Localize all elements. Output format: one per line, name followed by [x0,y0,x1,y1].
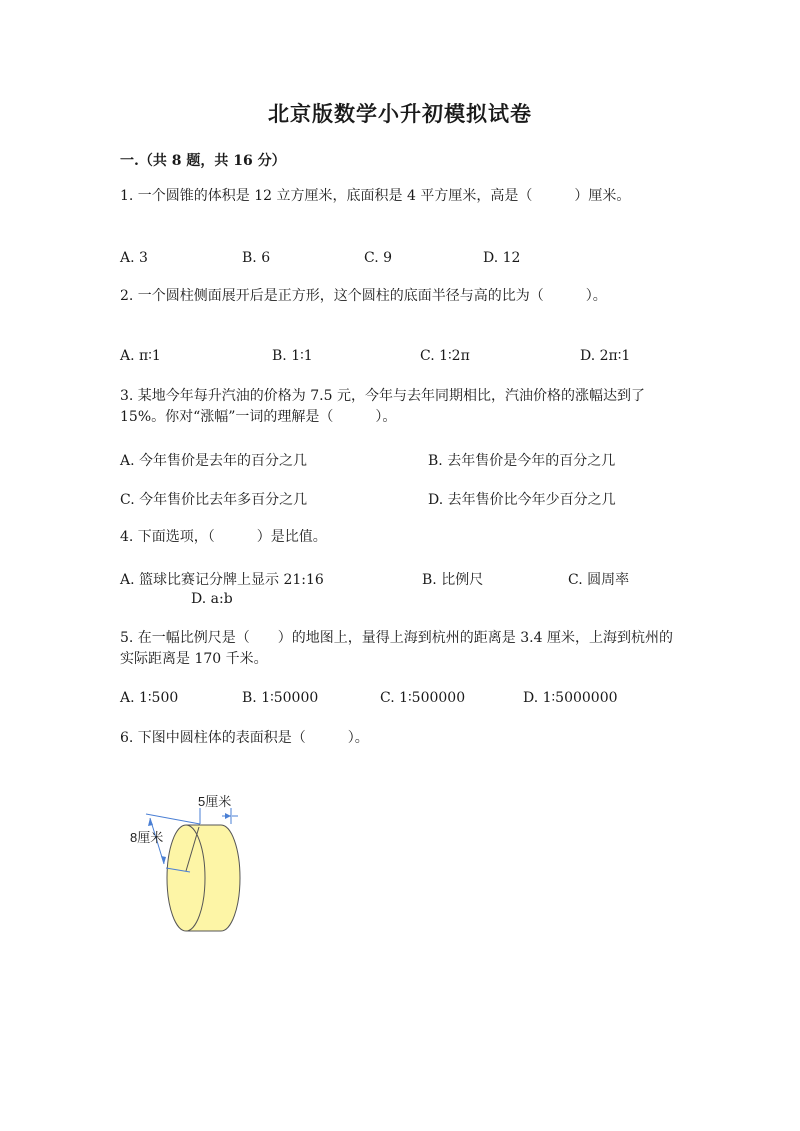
cylinder-figure [128,790,258,940]
cylinder-front-face [167,825,205,931]
question-3-option-a[interactable]: A. 今年售价是去年的百分之几 [120,453,308,469]
question-3-stem: 3. 某地今年每升汽油的价格为 7.5 元，今年与去年同期相比，汽油价格的涨幅达到了 15%。你对“涨幅”一词的理解是（ ）。 [120,388,645,425]
question-5-option-b[interactable]: B. 1∶50000 [242,690,319,706]
radius-label: 8厘米 [130,830,164,845]
question-5-option-c[interactable]: C. 1∶500000 [380,690,466,706]
question-2-option-b[interactable]: B. 1∶1 [272,348,313,364]
question-3-option-d[interactable]: D. 去年售价比今年少百分之几 [428,492,616,508]
question-2-stem: 2. 一个圆柱侧面展开后是正方形，这个圆柱的底面半径与高的比为（ ）。 [120,288,607,304]
question-1-option-c[interactable]: C. 9 [364,250,393,266]
question-1-option-d[interactable]: D. 12 [483,250,521,266]
question-4-option-a[interactable]: A. 篮球比赛记分牌上显示 21:16 [120,572,324,588]
question-4-option-d[interactable]: D. a:b [191,591,233,607]
question-5-stem: 5. 在一幅比例尺是（ ）的地图上，量得上海到杭州的距离是 3.4 厘米，上海到杭州的实际距离是 170 千米。 [120,630,673,667]
section-heading: 一.（共 8 题，共 16 分） [120,153,286,169]
page-title: 北京版数学小升初模拟试卷 [268,101,532,126]
thickness-label: 5厘米 [198,794,232,809]
question-4-stem: 4. 下面选项，（ ）是比值。 [120,529,327,545]
question-6-stem: 6. 下图中圆柱体的表面积是（ ）。 [120,730,369,746]
question-5-option-d[interactable]: D. 1∶5000000 [523,690,618,706]
question-5-option-a[interactable]: A. 1∶500 [120,690,179,706]
question-4-option-c[interactable]: C. 圆周率 [568,572,630,588]
question-2-option-c[interactable]: C. 1∶2π [420,348,470,364]
question-1-option-a[interactable]: A. 3 [120,250,148,266]
question-3-option-b[interactable]: B. 去年售价是今年的百分之几 [428,453,616,469]
question-1-stem: 1. 一个圆锥的体积是 12 立方厘米，底面积是 4 平方厘米，高是（ ）厘米。 [120,188,631,204]
question-2-option-d[interactable]: D. 2π∶1 [580,348,631,364]
question-2-option-a[interactable]: A. π∶1 [120,348,161,364]
question-4-option-b[interactable]: B. 比例尺 [422,572,484,588]
question-3-option-c[interactable]: C. 今年售价比去年多百分之几 [120,492,308,508]
question-1-option-b[interactable]: B. 6 [242,250,271,266]
